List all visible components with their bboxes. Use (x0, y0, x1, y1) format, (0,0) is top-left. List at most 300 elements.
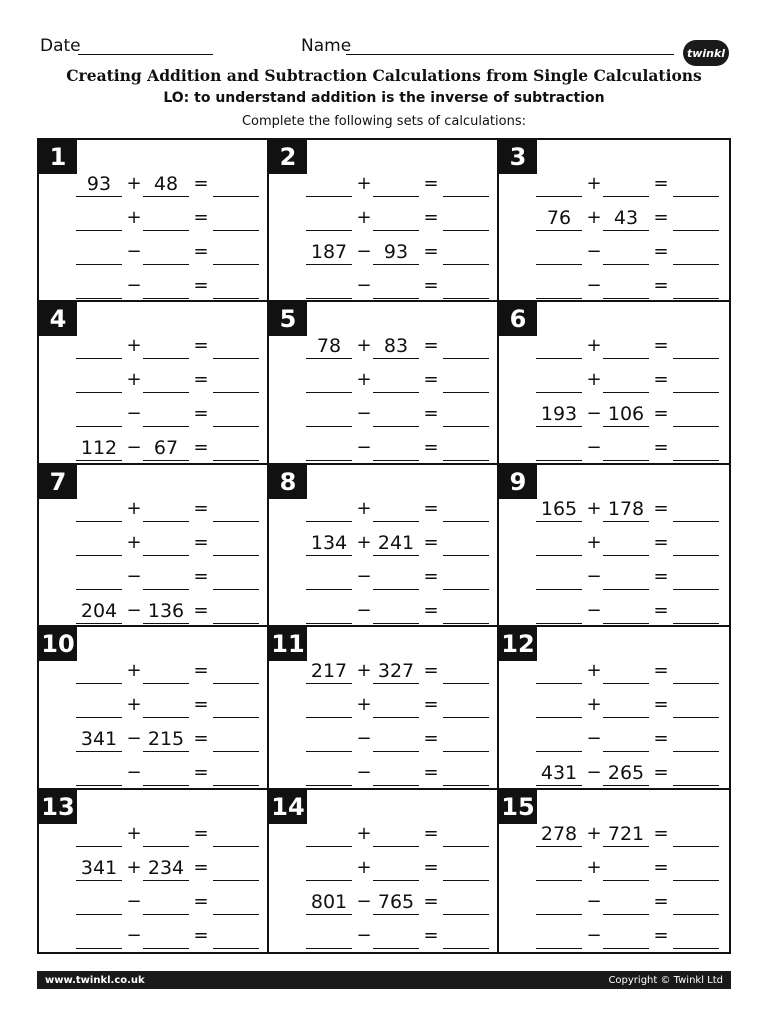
operand-b-blank[interactable] (373, 922, 419, 949)
equals-sign: = (653, 728, 669, 750)
operator-sign: − (586, 599, 602, 621)
problem-number: 7 (39, 465, 77, 499)
operand-b-blank[interactable] (373, 366, 419, 393)
operator-sign: − (586, 437, 602, 459)
operand-a-blank[interactable] (76, 563, 122, 590)
answer-blank[interactable] (673, 922, 719, 949)
operand-b-blank[interactable]: 265 (603, 759, 649, 786)
answer-blank[interactable] (213, 495, 259, 522)
operand-b-blank[interactable] (603, 563, 649, 590)
problem-number: 10 (39, 627, 77, 661)
calculation-row (269, 888, 497, 918)
operand-a-blank[interactable] (306, 434, 352, 461)
problem-cell (39, 627, 269, 789)
operand-a-blank[interactable] (76, 888, 122, 915)
operand-b-blank[interactable] (373, 400, 419, 427)
operand-b-blank[interactable] (143, 759, 189, 786)
operand-b-blank[interactable]: 83 (373, 332, 419, 359)
operand-b-blank[interactable] (603, 529, 649, 556)
operand-b-blank[interactable] (603, 272, 649, 299)
operand-a-blank[interactable] (76, 820, 122, 847)
operand-b-blank[interactable] (603, 888, 649, 915)
operator-sign: − (356, 924, 372, 946)
operand-a-blank[interactable] (76, 366, 122, 393)
operator-sign: − (126, 275, 142, 296)
answer-blank[interactable] (213, 563, 259, 590)
answer-blank[interactable] (213, 597, 259, 624)
equals-sign: = (423, 369, 439, 391)
operand-a-blank[interactable] (306, 691, 352, 718)
answer-blank[interactable] (443, 725, 489, 752)
operator-sign: + (356, 369, 372, 391)
operand-a-blank[interactable] (536, 434, 582, 461)
calculation-row (499, 597, 729, 627)
operand-b-blank[interactable]: 765 (373, 888, 419, 915)
equals-sign: = (653, 565, 669, 587)
answer-blank[interactable] (213, 854, 259, 881)
answer-blank[interactable] (673, 272, 719, 299)
name-line[interactable] (346, 54, 674, 55)
operand-a-blank[interactable] (76, 400, 122, 427)
answer-blank[interactable] (213, 725, 259, 752)
operand-b-blank[interactable]: 234 (143, 854, 189, 881)
equals-sign: = (653, 497, 669, 519)
operator-sign: + (356, 207, 372, 228)
operand-a-blank[interactable] (306, 725, 352, 752)
operand-a-blank[interactable]: 78 (306, 332, 352, 359)
operand-a-blank[interactable] (536, 272, 582, 299)
calculation-row (269, 332, 497, 362)
answer-blank[interactable] (673, 366, 719, 393)
answer-blank[interactable] (213, 691, 259, 718)
answer-blank[interactable] (673, 888, 719, 915)
operand-b-blank[interactable] (373, 691, 419, 718)
answer-blank[interactable] (213, 434, 259, 461)
operand-b-blank[interactable] (143, 563, 189, 590)
answer-blank[interactable] (213, 366, 259, 393)
operand-a-blank[interactable] (76, 238, 122, 265)
answer-blank[interactable] (443, 332, 489, 359)
answer-blank[interactable] (673, 170, 719, 197)
operand-a-blank[interactable] (76, 657, 122, 684)
operand-a-blank[interactable]: 204 (76, 597, 122, 624)
answer-blank[interactable] (673, 529, 719, 556)
answer-blank[interactable] (443, 204, 489, 231)
calculation-row (269, 434, 497, 464)
equals-sign: = (193, 275, 209, 296)
operator-sign: + (126, 369, 142, 391)
answer-blank[interactable] (673, 759, 719, 786)
calculation-row (39, 272, 267, 302)
answer-blank[interactable] (443, 854, 489, 881)
operand-a-blank[interactable] (76, 495, 122, 522)
operand-b-blank[interactable] (603, 854, 649, 881)
equals-sign: = (423, 403, 439, 425)
equals-sign: = (653, 599, 669, 621)
operand-a-blank[interactable]: 431 (536, 759, 582, 786)
operand-a-blank[interactable] (536, 597, 582, 624)
answer-blank[interactable] (213, 204, 259, 231)
operator-sign: + (586, 173, 602, 194)
operand-b-blank[interactable] (603, 366, 649, 393)
answer-blank[interactable] (443, 238, 489, 265)
operand-b-blank[interactable] (373, 434, 419, 461)
calculation-row (269, 922, 497, 952)
operand-a-blank[interactable] (536, 657, 582, 684)
equals-sign: = (193, 599, 209, 621)
operator-sign: + (586, 369, 602, 391)
operand-b-blank[interactable] (143, 366, 189, 393)
problem-number: 3 (499, 140, 537, 174)
operand-b-blank[interactable] (143, 922, 189, 949)
operand-b-blank[interactable]: 67 (143, 434, 189, 461)
equals-sign: = (423, 856, 439, 878)
calculation-row (499, 759, 729, 789)
calculation-row (39, 888, 267, 918)
answer-blank[interactable] (443, 434, 489, 461)
equals-sign: = (423, 728, 439, 750)
equals-sign: = (193, 369, 209, 391)
calculation-row (269, 854, 497, 884)
equals-sign: = (653, 173, 669, 194)
operand-b-blank[interactable] (603, 725, 649, 752)
operand-b-blank[interactable] (143, 495, 189, 522)
calculation-row (499, 820, 729, 850)
operand-b-blank[interactable] (373, 597, 419, 624)
calculation-row (499, 332, 729, 362)
operand-a-blank[interactable] (306, 170, 352, 197)
problem-number: 5 (269, 302, 307, 336)
operand-a-blank[interactable] (76, 759, 122, 786)
operand-b-blank[interactable] (373, 854, 419, 881)
operand-b-blank[interactable]: 106 (603, 400, 649, 427)
operand-b-blank[interactable] (603, 922, 649, 949)
calculation-row (269, 691, 497, 721)
calculation-row (269, 170, 497, 200)
operator-sign: − (586, 241, 602, 262)
operator-sign: + (126, 497, 142, 519)
operator-sign: − (586, 565, 602, 587)
operand-b-blank[interactable]: 178 (603, 495, 649, 522)
calculation-row (499, 657, 729, 687)
operand-a-blank[interactable] (306, 272, 352, 299)
answer-blank[interactable] (213, 272, 259, 299)
operand-b-blank[interactable] (373, 725, 419, 752)
answer-blank[interactable] (673, 563, 719, 590)
problem-number: 11 (269, 627, 307, 661)
answer-blank[interactable] (673, 854, 719, 881)
equals-sign: = (423, 437, 439, 459)
operator-sign: − (356, 437, 372, 459)
equals-sign: = (423, 335, 439, 357)
operand-a-blank[interactable]: 93 (76, 170, 122, 197)
operand-a-blank[interactable]: 187 (306, 238, 352, 265)
operand-a-blank[interactable] (306, 854, 352, 881)
answer-blank[interactable] (443, 495, 489, 522)
operand-b-blank[interactable] (603, 597, 649, 624)
calculation-row (39, 922, 267, 952)
calculation-row (269, 529, 497, 559)
operand-a-blank[interactable]: 341 (76, 854, 122, 881)
answer-blank[interactable] (443, 563, 489, 590)
operand-a-blank[interactable] (536, 238, 582, 265)
answer-blank[interactable] (213, 922, 259, 949)
answer-blank[interactable] (213, 820, 259, 847)
operand-a-blank[interactable] (536, 725, 582, 752)
operand-a-blank[interactable] (306, 820, 352, 847)
answer-blank[interactable] (443, 759, 489, 786)
operand-b-blank[interactable]: 48 (143, 170, 189, 197)
operand-b-blank[interactable] (603, 657, 649, 684)
calculation-row (269, 238, 497, 268)
operand-a-blank[interactable]: 217 (306, 657, 352, 684)
answer-blank[interactable] (673, 725, 719, 752)
calculation-row (499, 854, 729, 884)
answer-blank[interactable] (443, 529, 489, 556)
operand-a-blank[interactable] (306, 563, 352, 590)
answer-blank[interactable] (213, 332, 259, 359)
operand-b-blank[interactable]: 93 (373, 238, 419, 265)
answer-blank[interactable] (673, 204, 719, 231)
equals-sign: = (193, 241, 209, 262)
equals-sign: = (653, 241, 669, 262)
answer-blank[interactable] (213, 657, 259, 684)
operand-b-blank[interactable] (373, 204, 419, 231)
operator-sign: + (126, 856, 142, 878)
answer-blank[interactable] (673, 400, 719, 427)
operator-sign: − (586, 275, 602, 296)
problem-number: 9 (499, 465, 537, 499)
equals-sign: = (653, 531, 669, 553)
operand-a-blank[interactable]: 76 (536, 204, 582, 231)
operator-sign: − (356, 728, 372, 750)
operand-b-blank[interactable] (373, 495, 419, 522)
answer-blank[interactable] (443, 922, 489, 949)
answer-blank[interactable] (673, 332, 719, 359)
operand-b-blank[interactable] (143, 691, 189, 718)
operator-sign: − (356, 275, 372, 296)
problem-number: 4 (39, 302, 77, 336)
equals-sign: = (193, 173, 209, 194)
equals-sign: = (423, 497, 439, 519)
operator-sign: + (586, 660, 602, 682)
operand-b-blank[interactable] (603, 170, 649, 197)
operand-b-blank[interactable] (603, 238, 649, 265)
answer-blank[interactable] (213, 529, 259, 556)
operator-sign: + (356, 822, 372, 844)
calculation-row (499, 400, 729, 430)
equals-sign: = (423, 822, 439, 844)
operand-a-blank[interactable] (306, 759, 352, 786)
operand-a-blank[interactable] (536, 854, 582, 881)
calculation-row (269, 204, 497, 234)
answer-blank[interactable] (443, 597, 489, 624)
operand-a-blank[interactable] (536, 922, 582, 949)
operator-sign: − (586, 924, 602, 946)
operand-a-blank[interactable] (76, 272, 122, 299)
operator-sign: + (126, 531, 142, 553)
operand-a-blank[interactable] (306, 366, 352, 393)
answer-blank[interactable] (443, 272, 489, 299)
problem-cell (39, 790, 269, 952)
calculation-row (39, 170, 267, 200)
operand-b-blank[interactable] (603, 434, 649, 461)
problem-cell (39, 302, 269, 464)
operand-a-blank[interactable] (76, 529, 122, 556)
operand-a-blank[interactable]: 341 (76, 725, 122, 752)
operand-a-blank[interactable] (536, 529, 582, 556)
learning-objective: LO: to understand addition is the inverse of subtraction (163, 90, 605, 106)
problem-cell (499, 302, 729, 464)
equals-sign: = (423, 924, 439, 946)
operand-a-blank[interactable] (306, 204, 352, 231)
operator-sign: − (126, 403, 142, 425)
operator-sign: + (356, 497, 372, 519)
operand-a-blank[interactable] (76, 922, 122, 949)
operand-a-blank[interactable] (306, 400, 352, 427)
answer-blank[interactable] (443, 888, 489, 915)
operand-a-blank[interactable]: 193 (536, 400, 582, 427)
calculation-row (269, 400, 497, 430)
calculation-row (499, 691, 729, 721)
problem-cell (499, 140, 729, 302)
operand-b-blank[interactable] (143, 657, 189, 684)
problem-cell (269, 302, 499, 464)
operand-a-blank[interactable] (536, 563, 582, 590)
equals-sign: = (423, 599, 439, 621)
operand-b-blank[interactable] (143, 529, 189, 556)
calculation-row (269, 495, 497, 525)
calculation-row (39, 495, 267, 525)
equals-sign: = (653, 437, 669, 459)
operand-a-blank[interactable]: 134 (306, 529, 352, 556)
answer-blank[interactable] (443, 400, 489, 427)
operand-a-blank[interactable] (536, 332, 582, 359)
operand-b-blank[interactable]: 43 (603, 204, 649, 231)
date-line[interactable] (78, 54, 213, 55)
answer-blank[interactable] (213, 170, 259, 197)
answer-blank[interactable] (443, 657, 489, 684)
operand-b-blank[interactable] (373, 820, 419, 847)
operand-a-blank[interactable] (306, 495, 352, 522)
operator-sign: − (586, 728, 602, 750)
calculation-row (499, 434, 729, 464)
operand-b-blank[interactable] (603, 332, 649, 359)
answer-blank[interactable] (443, 170, 489, 197)
operand-b-blank[interactable]: 721 (603, 820, 649, 847)
operand-a-blank[interactable] (536, 691, 582, 718)
problem-cell (499, 465, 729, 627)
answer-blank[interactable] (443, 820, 489, 847)
operand-b-blank[interactable] (603, 691, 649, 718)
answer-blank[interactable] (673, 657, 719, 684)
operator-sign: − (126, 728, 142, 750)
operand-b-blank[interactable]: 241 (373, 529, 419, 556)
equals-sign: = (193, 728, 209, 750)
operand-a-blank[interactable] (306, 922, 352, 949)
problem-number: 6 (499, 302, 537, 336)
equals-sign: = (653, 369, 669, 391)
operand-a-blank[interactable] (76, 691, 122, 718)
answer-blank[interactable] (673, 597, 719, 624)
operand-b-blank[interactable] (143, 332, 189, 359)
operator-sign: + (586, 207, 602, 228)
operand-b-blank[interactable] (373, 563, 419, 590)
problem-cell (269, 790, 499, 952)
answer-blank[interactable] (213, 238, 259, 265)
operand-b-blank[interactable]: 327 (373, 657, 419, 684)
operator-sign: + (586, 335, 602, 357)
problem-number: 12 (499, 627, 537, 661)
answer-blank[interactable] (673, 434, 719, 461)
operand-a-blank[interactable]: 112 (76, 434, 122, 461)
operand-a-blank[interactable] (536, 366, 582, 393)
equals-sign: = (193, 565, 209, 587)
operand-b-blank[interactable]: 215 (143, 725, 189, 752)
operand-a-blank[interactable] (536, 170, 582, 197)
operator-sign: + (126, 822, 142, 844)
equals-sign: = (423, 762, 439, 784)
problem-cell (499, 790, 729, 952)
calculation-row (39, 657, 267, 687)
operand-b-blank[interactable] (373, 272, 419, 299)
answer-blank[interactable] (213, 888, 259, 915)
operand-b-blank[interactable] (373, 170, 419, 197)
answer-blank[interactable] (673, 495, 719, 522)
answer-blank[interactable] (673, 238, 719, 265)
problem-number: 14 (269, 790, 307, 824)
calculation-row (269, 725, 497, 755)
calculation-row (39, 854, 267, 884)
operand-b-blank[interactable] (143, 238, 189, 265)
answer-blank[interactable] (443, 691, 489, 718)
operand-a-blank[interactable]: 801 (306, 888, 352, 915)
answer-blank[interactable] (213, 400, 259, 427)
operand-a-blank[interactable]: 165 (536, 495, 582, 522)
answer-blank[interactable] (443, 366, 489, 393)
problem-cell (269, 627, 499, 789)
calculation-row (39, 759, 267, 789)
operand-a-blank[interactable] (76, 332, 122, 359)
operand-b-blank[interactable] (143, 400, 189, 427)
equals-sign: = (653, 275, 669, 296)
equals-sign: = (423, 660, 439, 682)
equals-sign: = (193, 497, 209, 519)
operand-b-blank[interactable] (143, 272, 189, 299)
operand-a-blank[interactable] (536, 888, 582, 915)
operand-a-blank[interactable] (306, 597, 352, 624)
operand-a-blank[interactable] (76, 204, 122, 231)
footer-bar (37, 971, 731, 989)
operator-sign: − (126, 565, 142, 587)
operator-sign: − (356, 565, 372, 587)
operand-b-blank[interactable] (143, 820, 189, 847)
equals-sign: = (653, 207, 669, 228)
equals-sign: = (193, 660, 209, 682)
answer-blank[interactable] (673, 820, 719, 847)
operand-b-blank[interactable] (373, 759, 419, 786)
calculation-row (499, 366, 729, 396)
answer-blank[interactable] (673, 691, 719, 718)
operand-b-blank[interactable] (143, 204, 189, 231)
operand-b-blank[interactable] (143, 888, 189, 915)
equals-sign: = (193, 694, 209, 716)
operand-a-blank[interactable]: 278 (536, 820, 582, 847)
calculation-row (269, 759, 497, 789)
equals-sign: = (653, 924, 669, 946)
answer-blank[interactable] (213, 759, 259, 786)
operand-b-blank[interactable]: 136 (143, 597, 189, 624)
